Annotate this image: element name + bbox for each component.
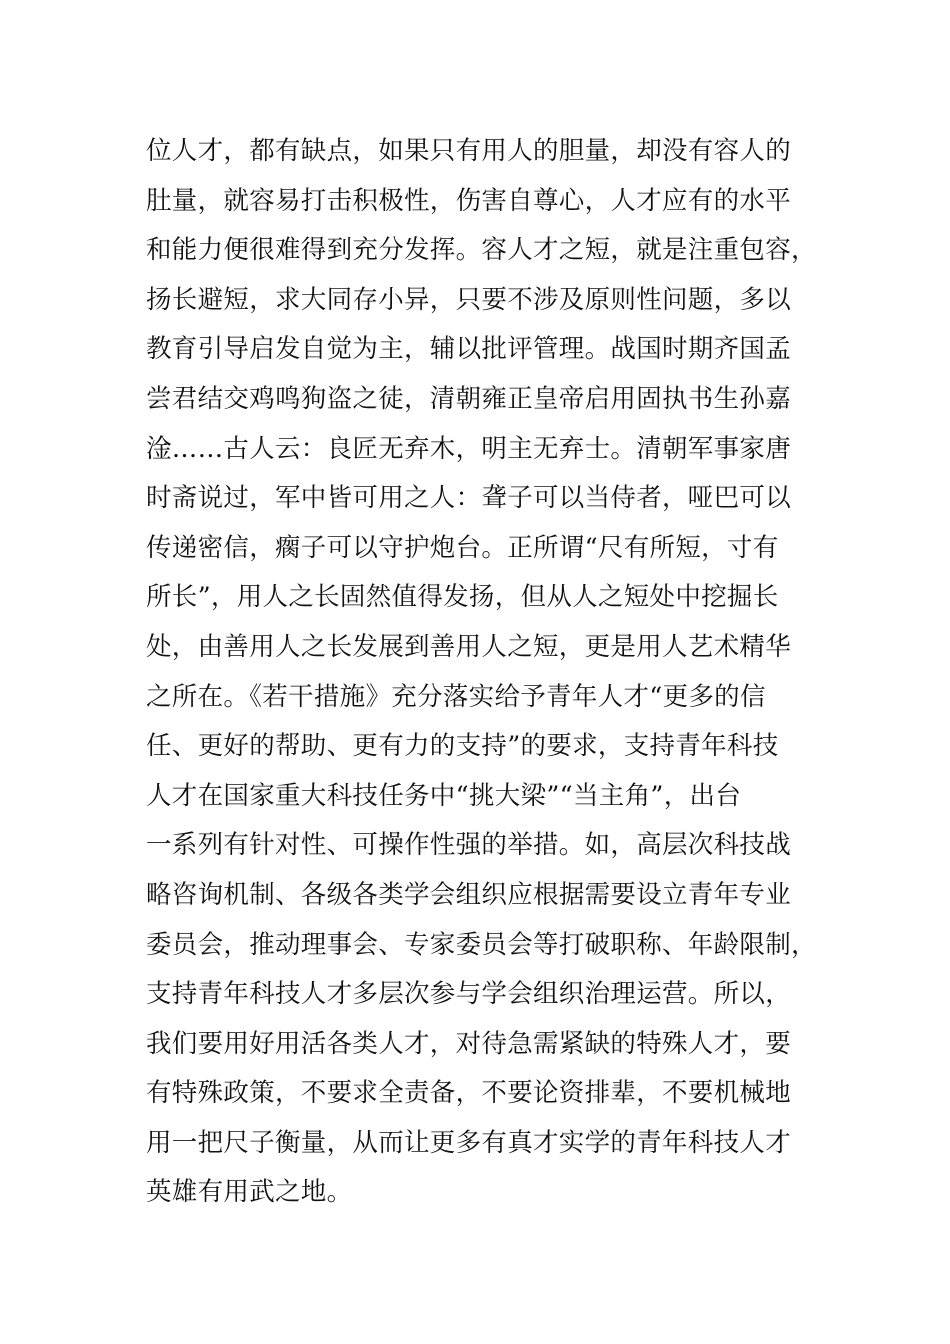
text-line: 人才在国家重大科技任务中“挑大梁”“当主角”，出台 <box>146 780 742 811</box>
text-line: 位人才，都有缺点，如果只有用人的胆量，却没有容人的 <box>146 136 792 166</box>
text-line: 一系列有针对性、可操作性强的举措。如，高层次科技战 <box>146 830 792 861</box>
text-line: 之所在。《若干措施》充分落实给予青年人才“更多的信 <box>146 681 766 712</box>
text-line: 委员会，推动理事会、专家委员会等打破职称、年龄限制， <box>146 929 817 960</box>
text-line: 扬长避短，求大同存小异，只要不涉及原则性问题，多以 <box>146 284 792 315</box>
text-line: 教育引导启发自觉为主，辅以批评管理。战国时期齐国孟 <box>146 334 792 365</box>
text-line: 有特殊政策，不要求全责备，不要论资排辈，不要机械地 <box>146 1078 792 1109</box>
body-paragraph <box>146 127 817 1218</box>
text-line: 传递密信，瘸子可以守护炮台。正所谓“尺有所短，寸有 <box>146 532 779 563</box>
text-line: 我们要用好用活各类人才，对待急需紧缺的特殊人才，要 <box>146 1028 792 1059</box>
text-line: 略咨询机制、各级各类学会组织应根据需要设立青年专业 <box>146 879 792 910</box>
text-line: 英雄有用武之地。 <box>146 1177 353 1208</box>
text-line: 尝君结交鸡鸣狗盗之徒，清朝雍正皇帝启用固执书生孙嘉 <box>146 383 792 414</box>
text-line: 所长”，用人之长固然值得发扬，但从人之短处中挖掘长 <box>146 582 779 613</box>
text-line: 用一把尺子衡量，从而让更多有真才实学的青年科技人才 <box>146 1127 792 1158</box>
text-line: 时斋说过，军中皆可用之人：聋子可以当侍者，哑巴可以 <box>146 483 792 514</box>
text-line: 任、更好的帮助、更有力的支持”的要求，支持青年科技 <box>146 731 779 762</box>
text-line: 处，由善用人之长发展到善用人之短，更是用人艺术精华 <box>146 631 792 662</box>
text-line: 支持青年科技人才多层次参与学会组织治理运营。所以， <box>146 979 792 1010</box>
text-line: 淦……古人云：良匠无弃木，明主无弃士。清朝军事家唐 <box>146 433 792 464</box>
text-line: 和能力便很难得到充分发挥。容人才之短，就是注重包容， <box>146 235 817 266</box>
text-line: 肚量，就容易打击积极性，伤害自尊心，人才应有的水平 <box>146 185 792 216</box>
